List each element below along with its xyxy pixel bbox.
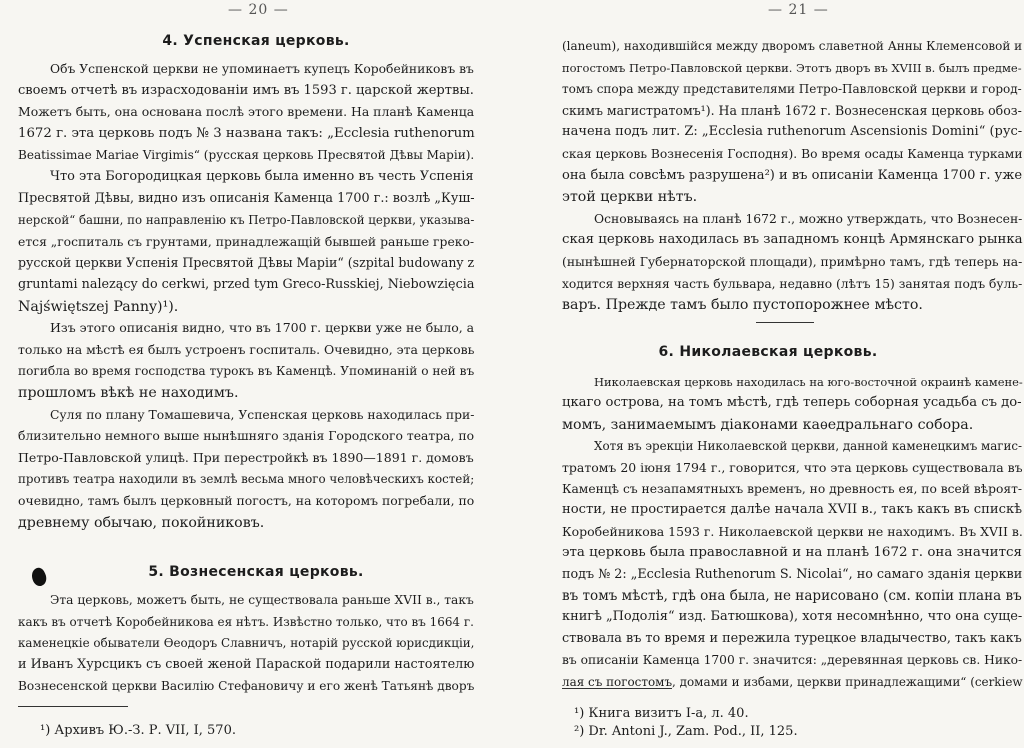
footnote: ²) Dr. Antoni J., Zam. Pod., II, 125. (574, 724, 798, 739)
text-line: противъ театра находили въ землѣ весьма много человѣческихъ костей; (18, 472, 475, 487)
footnote-rule (562, 688, 672, 689)
text-line: погостомъ Петро-Павловской церкви. Этотъ дворъ въ XVIII в. былъ предме- (562, 60, 1022, 75)
text-line: момъ, занимаемымъ діаконами каѳедральнаго собора. (562, 416, 974, 433)
text-line: Каменцѣ съ незапамятныхъ временъ, но древность ея, по всей вѣроят- (562, 482, 1023, 496)
text-line: Петро-Павловской улицѣ. При перестройкѣ въ 1890—1891 г. домовъ (18, 449, 474, 465)
text-line: Что эта Богородицкая церковь была именно въ честь Успенія (50, 169, 474, 184)
text-line: Изъ этого описанія видно, что въ 1700 г. церкви уже не было, а (50, 320, 475, 336)
page-number: — 21 — (768, 2, 829, 18)
text-line: только на мѣстѣ ея былъ устроенъ госпиталь. Очевидно, эта церковь (18, 341, 475, 357)
text-line: своемъ отчетѣ въ израсходованіи имъ въ 1593 г. царской жертвы. (18, 82, 474, 98)
text-line: очевидно, тамъ былъ церковный погостъ, на которомъ погребали, по (18, 493, 475, 508)
text-line: Можетъ быть, она основана послѣ этого времени. На планѣ Каменца (18, 104, 475, 120)
text-line: Эта церковь, можетъ быть, не существовала раньше XVII в., такъ (50, 593, 474, 607)
text-line: Пресвятой Дѣвы, видно изъ описанія Каменца 1700 г.: возлѣ „Куш- (18, 190, 475, 206)
text-line: этой церкви нѣтъ. (562, 189, 698, 206)
text-line: начена подъ лит. Z: „Ecclesia ruthenorum Ascensionis Domini“ (рус- (562, 124, 1023, 140)
text-line: русской церкви Успенія Пресвятой Дѣвы Маріи“ (szpital budowany z (18, 255, 475, 271)
text-line: погибла во время господства турокъ въ Каменцѣ. Упоминаній о ней въ (18, 364, 475, 379)
text-line: ется „госпиталь съ грунтами, принадлежащій бывшей раньше греко- (18, 234, 475, 249)
text-line: Объ Успенской церкви не упоминаетъ купецъ Коробейниковъ въ (50, 62, 474, 76)
text-line: ская церковь находилась въ западномъ концѣ Армянскаго рынка (562, 232, 1023, 248)
text-line: Beatissimae Mariae Virgimis“ (русская церковь Пресвятой Дѣвы Маріи). (18, 148, 475, 163)
text-line: древнему обычаю, покойниковъ. (18, 514, 265, 531)
text-line: варъ. Прежде тамъ было пустопорожнее мѣсто. (562, 297, 923, 314)
section-heading-5: 5. Вознесенская церковь. (148, 564, 364, 580)
text-line: 1672 г. эта церковь подъ № 3 названа такъ: „Ecclesia ruthenorum (18, 125, 475, 141)
text-line: ская церковь Вознесенія Господня). Во время осады Каменца турками (562, 147, 1023, 161)
text-line: gruntami nalezący do cerkwi, przed tym Greco-Russkiej, Niebowzięcia (18, 277, 475, 292)
section-heading-6: 6. Николаевская церковь. (658, 344, 878, 360)
footnote: ¹) Архивъ Ю.-З. Р. VII, I, 570. (40, 723, 236, 738)
text-line: ности, не простирается далѣе начала XVII в., такъ какъ въ спискѣ (562, 502, 1023, 518)
text-line: каменецкіе обыватели Ѳеодоръ Славничъ, нотарій русской юрисдикціи, (18, 636, 475, 651)
page-number: — 20 — (228, 2, 289, 18)
right-page (512, 0, 1024, 748)
text-line: скимъ магистратомъ¹). На планѣ 1672 г. Вознесенская церковь обоз- (562, 102, 1022, 118)
text-line: томъ спора между представителями Петро-Павловской церкви и город- (562, 82, 1022, 97)
footnote: ¹) Книга визитъ I-а, л. 40. (574, 706, 749, 721)
text-line: Najświętszej Panny)¹). (18, 298, 179, 315)
text-line: Основываясь на планѣ 1672 г., можно утверждать, что Вознесен- (594, 211, 1023, 226)
text-line: въ описаніи Каменца 1700 г. значится: „деревянная церковь св. Нико- (562, 653, 1023, 668)
text-line: тратомъ 20 іюня 1794 г., говорится, что эта церковь существовала въ (562, 459, 1023, 475)
footnote-rule (18, 706, 128, 707)
text-line: Суля по плану Томашевича, Успенская церковь находилась при- (50, 407, 475, 422)
text-line: Вознесенской церкви Василію Стефановичу и его женѣ Татьянѣ дворъ (18, 679, 475, 694)
text-line: Коробейникова 1593 г. Николаевской церкви не находимъ. Въ XVII в. (562, 523, 1023, 539)
text-line: нерской“ башни, по направленію къ Петро-Павловской церкви, указыва- (18, 213, 475, 228)
text-line: лая съ погостомъ, домами и избами, церкви принадлежащими“ (cerkiew (562, 674, 1023, 689)
text-line: близительно немного выше нынѣшняго зданія Городского театра, по (18, 429, 475, 444)
text-line: она была совсѣмъ разрушена²) и въ описаніи Каменца 1700 г. уже (562, 167, 1023, 183)
text-line: (нынѣшней Губернаторской площади), примѣрно тамъ, гдѣ теперь на- (562, 255, 1023, 269)
section-heading-4: 4. Успенская церковь. (162, 33, 350, 49)
text-line: и Иванъ Хурсцикъ съ своей женой Параской подарили настоятелю (18, 656, 475, 672)
text-line: въ томъ мѣстѣ, гдѣ она была, не нарисовано (см. копіи плана въ (562, 588, 1022, 604)
text-line: ствовала въ то время и пережила турецкое владычество, такъ какъ (562, 630, 1022, 646)
text-line: эта церковь была православной и на планѣ 1672 г. она значится (562, 545, 1023, 561)
text-line: ходится верхняя часть бульвара, недавно (лѣтъ 15) занятая подъ буль- (562, 276, 1023, 291)
text-line: Николаевская церковь находилась на юго-восточной окраинѣ камене- (594, 375, 1023, 389)
text-line: цкаго острова, на томъ мѣстѣ, гдѣ теперь соборная усадьба съ до- (562, 395, 1022, 411)
section-divider (756, 322, 814, 323)
text-line: книгѣ „Подолія“ изд. Батюшкова), хотя несомнѣнно, что она суще- (562, 609, 1023, 625)
text-line: Хотя въ эрекціи Николаевской церкви, данной каменецкимъ магис- (594, 439, 1023, 454)
text-line: подъ № 2: „Ecclesia Ruthenorum S. Nicolai“, но самаго зданія церкви (562, 566, 1023, 582)
text-line: прошломъ вѣкѣ не находимъ. (18, 385, 239, 401)
text-line: какъ въ отчетѣ Коробейникова ея нѣтъ. Извѣстно только, что въ 1664 г. (18, 614, 474, 629)
text-line: (laneum), находившійся между дворомъ славетной Анны Клеменсовой и (562, 39, 1023, 53)
